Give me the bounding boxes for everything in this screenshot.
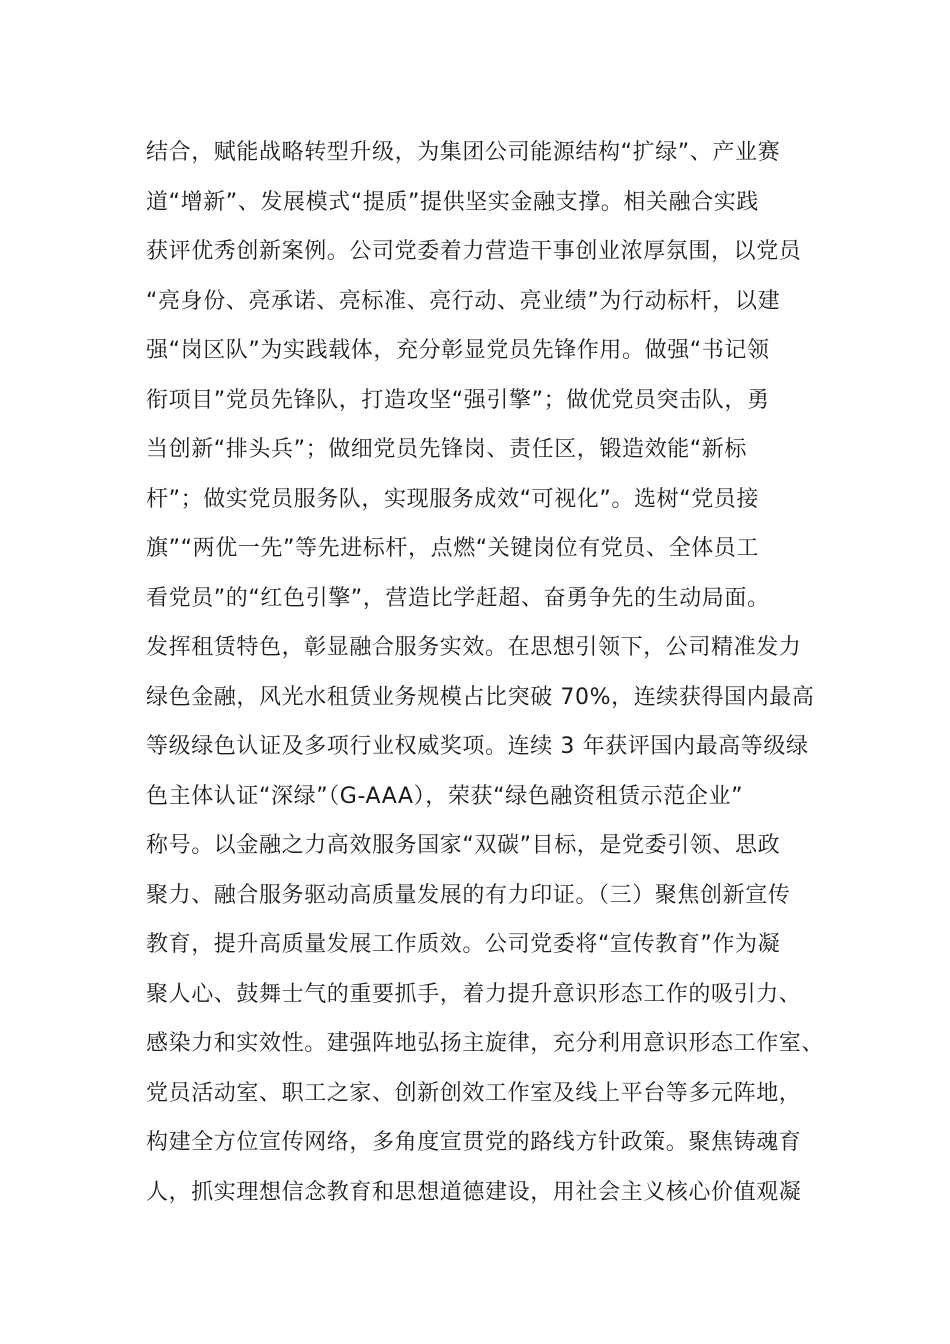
text-line: “亮身份、亮承诺、亮标准、亮行动、亮业绩”为行动标杆，以建 <box>146 288 781 314</box>
text-line: 杆”；做实党员服务队，实现服务成效“可视化”。选树“党员接 <box>146 486 759 512</box>
text-line: 党员活动室、职工之家、创新创效工作室及线上平台等多元阵地， <box>146 1080 802 1106</box>
text-line: 构建全方位宣传网络，多角度宣贯党的路线方针政策。聚焦铸魂育 <box>146 1130 802 1155</box>
text-line: 聚力、融合服务驱动高质量发展的有力印证。（三）聚焦创新宣传 <box>146 882 791 908</box>
text-line: 衔项目”党员先锋队，打造攻坚“强引擎”；做优党员突击队，勇 <box>146 387 770 413</box>
text-line: 旗”“两优一先”等先进标杆，点燃“关键岗位有党员、全体员工 <box>146 536 759 561</box>
text-line: 称号。以金融之力高效服务国家“双碳”目标，是党委引领、思政 <box>146 833 781 858</box>
body-text <box>146 128 836 1217</box>
text-line: 结合，赋能战略转型升级，为集团公司能源结构“扩绿”、产业赛 <box>146 140 781 165</box>
text-line: 看党员”的“红色引擎”，营造比学赶超、奋勇争先的生动局面。 <box>146 585 770 611</box>
text-line: 强“岗区队”为实践载体，充分彰显党员先锋作用。做强“书记领 <box>146 338 770 363</box>
text-line: 教育，提升高质量发展工作质效。公司党委将“宣传教育”作为凝 <box>146 932 781 957</box>
text-line: 发挥租赁特色，彰显融合服务实效。在思想引领下，公司精准发力 <box>146 635 802 660</box>
text-line: 绿色金融，风光水租赁业务规模占比突破 70%，连续获得国内最高 <box>146 684 815 710</box>
text-line: 聚人心、鼓舞士气的重要抓手，着力提升意识形态工作的吸引力、 <box>146 981 802 1007</box>
text-line: 人，抓实理想信念教育和思想道德建设，用社会主义核心价值观凝 <box>146 1179 802 1205</box>
text-line: 等级绿色认证及多项行业权威奖项。连续 3 年获评国内最高等级绿 <box>146 734 809 759</box>
text-line: 感染力和实效性。建强阵地弘扬主旋律，充分利用意识形态工作室、 <box>146 1031 825 1056</box>
text-line: 当创新“排头兵”；做细党员先锋岗、责任区，锻造效能“新标 <box>146 437 747 462</box>
text-line: 色主体认证“深绿”（G-AAA），荣获“绿色融资租赁示范企业” <box>146 783 744 809</box>
text-line: 获评优秀创新案例。公司党委着力营造干事创业浓厚氛围，以党员 <box>146 239 802 264</box>
text-line: 道“增新”、发展模式“提质”提供坚实金融支撑。相关融合实践 <box>146 189 759 215</box>
